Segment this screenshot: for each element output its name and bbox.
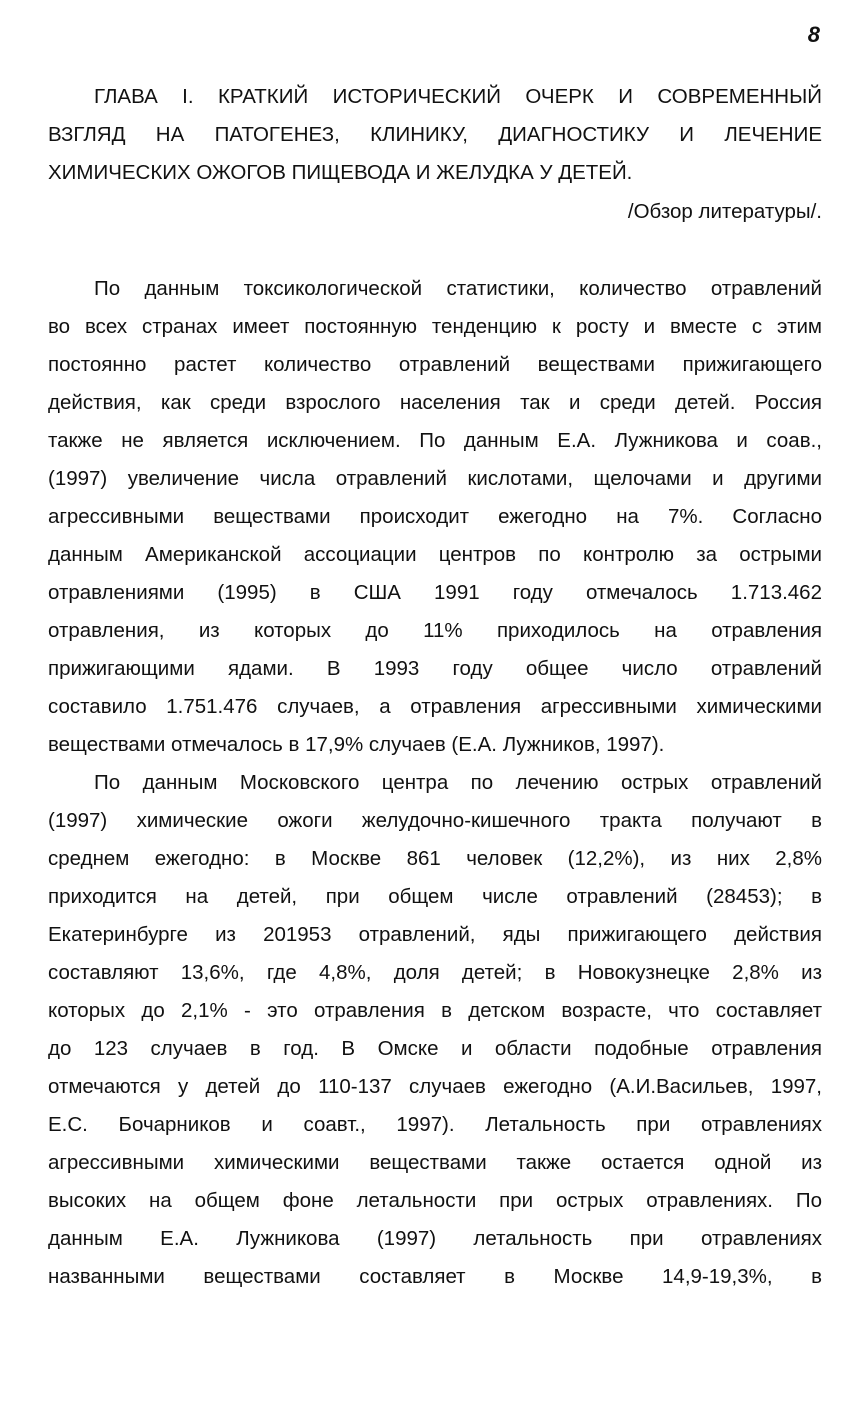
paragraph-2-line: приходится на детей, при общем числе отравлений (28453); в bbox=[48, 885, 822, 908]
paragraph-1-line: действия, как среди взрослого населения так и среди детей. Россия bbox=[48, 391, 822, 414]
paragraph-2-line: составляют 13,6%, где 4,8%, доля детей; в Новокузнецке 2,8% из bbox=[48, 961, 822, 984]
paragraph-1-line: веществами отмечалось в 17,9% случаев (Е.А. Лужников, 1997). bbox=[48, 733, 665, 756]
paragraph-1-line: данным Американской ассоциации центров по контролю за острыми bbox=[48, 543, 822, 566]
paragraph-1-line: постоянно растет количество отравлений веществами прижигающего bbox=[48, 353, 822, 376]
paragraph-1-line: отравлениями (1995) в США 1991 году отмечалось 1.713.462 bbox=[48, 581, 822, 604]
paragraph-1-line: во всех странах имеет постоянную тенденцию к росту и вместе с этим bbox=[48, 315, 822, 338]
chapter-heading-line-2: ВЗГЛЯД НА ПАТОГЕНЕЗ, КЛИНИКУ, ДИАГНОСТИКУ И ЛЕЧЕНИЕ bbox=[48, 123, 822, 146]
chapter-subtitle: /Обзор литературы/. bbox=[627, 200, 822, 223]
paragraph-2-line: среднем ежегодно: в Москве 861 человек (12,2%), из них 2,8% bbox=[48, 847, 822, 870]
page-number: 8 bbox=[807, 22, 820, 47]
paragraph-1-line: По данным токсикологической статистики, количество отравлений bbox=[94, 277, 822, 300]
paragraph-1-line: составило 1.751.476 случаев, а отравления агрессивными химическими bbox=[48, 695, 822, 718]
paragraph-2-line: данным Е.А. Лужникова (1997) летальность при отравлениях bbox=[48, 1227, 822, 1250]
paragraph-2-line: которых до 2,1% - это отравления в детском возрасте, что составляет bbox=[48, 999, 822, 1022]
paragraph-2-line: агрессивными химическими веществами также остается одной из bbox=[48, 1151, 822, 1174]
paragraph-2-line: Е.С. Бочарников и соавт., 1997). Летальность при отравлениях bbox=[48, 1113, 822, 1136]
paragraph-1-line: прижигающими ядами. В 1993 году общее число отравлений bbox=[48, 657, 822, 680]
paragraph-1-line: также не является исключением. По данным Е.А. Лужникова и соав., bbox=[48, 429, 822, 452]
paragraph-1-line: (1997) увеличение числа отравлений кислотами, щелочами и другими bbox=[48, 467, 822, 490]
paragraph-2-line: названными веществами составляет в Москве 14,9-19,3%, в bbox=[48, 1265, 822, 1288]
paragraph-2-line: (1997) химические ожоги желудочно-кишечного тракта получают в bbox=[48, 809, 822, 832]
paragraph-2-line: По данным Московского центра по лечению острых отравлений bbox=[94, 771, 822, 794]
chapter-heading-line-1: ГЛАВА I. КРАТКИЙ ИСТОРИЧЕСКИЙ ОЧЕРК И СОВРЕМЕННЫЙ bbox=[94, 85, 822, 108]
paragraph-2-line: отмечаются у детей до 110-137 случаев ежегодно (А.И.Васильев, 1997, bbox=[48, 1075, 822, 1098]
paragraph-2-line: до 123 случаев в год. В Омске и области подобные отравления bbox=[48, 1037, 822, 1060]
paragraph-2-line: высоких на общем фоне летальности при острых отравлениях. По bbox=[48, 1189, 822, 1212]
chapter-heading-line-3: ХИМИЧЕСКИХ ОЖОГОВ ПИЩЕВОДА И ЖЕЛУДКА У ДЕТЕЙ. bbox=[48, 161, 633, 184]
paragraph-1-line: отравления, из которых до 11% приходилось на отравления bbox=[48, 619, 822, 642]
paragraph-1-line: агрессивными веществами происходит ежегодно на 7%. Согласно bbox=[48, 505, 822, 528]
paragraph-2-line: Екатеринбурге из 201953 отравлений, яды прижигающего действия bbox=[48, 923, 822, 946]
